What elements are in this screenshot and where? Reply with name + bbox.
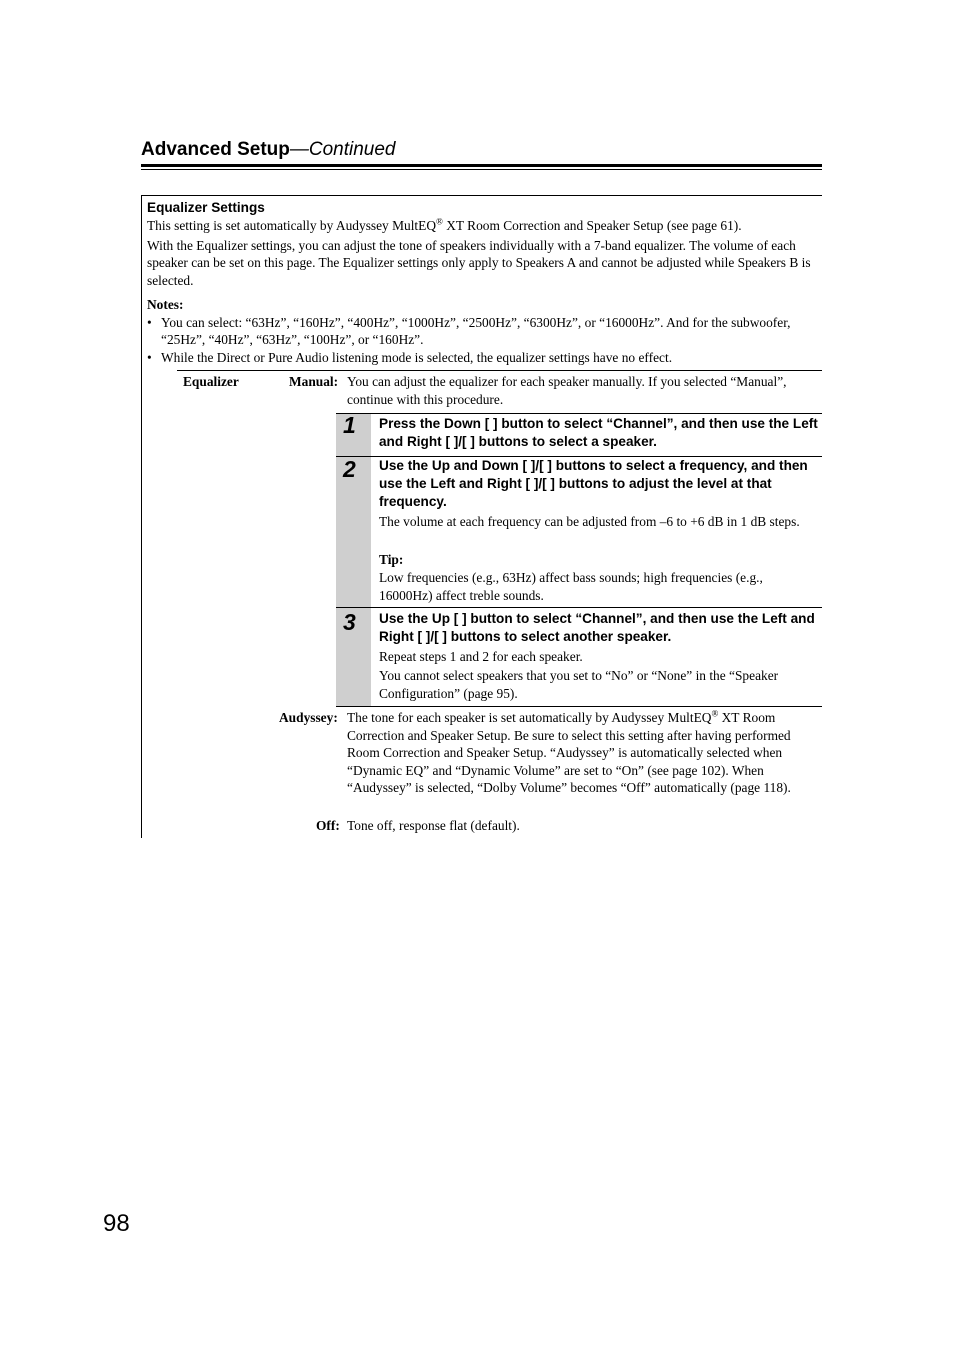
step-2-tip-title: Tip:: [379, 552, 404, 567]
page-header-title: [141, 139, 396, 161]
audyssey-text: [347, 709, 817, 797]
bullet-icon: •: [147, 314, 152, 330]
header-rule-thin: [141, 169, 822, 170]
off-text: Tone off, response flat (default).: [347, 818, 520, 833]
step-3-heading: Use the Up [ ] button to select “Channel”, and then use the Left and Right [ ]/[ ] buttons to select another speaker.: [379, 611, 815, 644]
header-rule-thick: [141, 164, 822, 167]
step-1-heading: Press the Down [ ] button to select “Channel”, and then use the Left and Right [ ]/[ ] buttons to select a speaker.: [379, 416, 818, 449]
step-3-body-2: You cannot select speakers that you set to “No” or “None” in the “Speaker Configuration” (page 95).: [379, 668, 779, 701]
step-1-rule: [336, 413, 822, 414]
intro-paragraph-2: With the Equalizer settings, you can adjust the tone of speakers individually with a 7-band equalizer. The volume of each speaker can be set on this page. The Equalizer settings only apply to Speakers A and cannot be adjusted while Speakers B is selected.: [147, 237, 811, 288]
step-2-tip-text: Low frequencies (e.g., 63Hz) affect bass sounds; high frequencies (e.g., 16000Hz) affect treble sounds.: [379, 570, 763, 603]
audyssey-text-pre: The tone for each speaker is set automatically by Audyssey MultEQ: [347, 710, 712, 725]
setting-name: Equalizer: [183, 374, 239, 389]
header-title-text: Advanced Setup: [141, 139, 290, 160]
section-box-top: [141, 195, 822, 196]
step-3-body-1: Repeat steps 1 and 2 for each speaker.: [379, 649, 583, 664]
section-title: Equalizer Settings: [147, 200, 265, 215]
audyssey-label: Audyssey:: [279, 710, 338, 725]
setting-top-rule: [177, 370, 822, 371]
note-item: [147, 349, 817, 367]
intro-text-post: XT Room Correction and Speaker Setup (see page 61).: [442, 218, 742, 233]
header-continued: —Continued: [289, 139, 396, 160]
intro-text-pre: This setting is set automatically by Audyssey MultEQ: [147, 218, 436, 233]
manual-text: You can adjust the equalizer for each speaker manually. If you selected “Manual”, continue with this procedure.: [347, 374, 787, 407]
step-2-body: The volume at each frequency can be adjusted from –6 to +6 dB in 1 dB steps.: [379, 514, 800, 529]
registered-mark: ®: [711, 708, 719, 719]
step-1-number: 1: [343, 412, 356, 438]
step-2-heading: Use the Up and Down [ ]/[ ] buttons to select a frequency, and then use the Left and Right [ ]/[ ] buttons to adjust the level at that frequency.: [379, 458, 808, 509]
note-text: You can select: “63Hz”, “160Hz”, “400Hz”, “1000Hz”, “2500Hz”, “6300Hz”, or “16000Hz”. And for the subwoofer, “25Hz”, “40Hz”, “63Hz”, “100Hz”, or “160Hz”.: [161, 314, 791, 347]
page-number: 98: [103, 1210, 130, 1237]
step-3-number: 3: [343, 609, 356, 635]
step-2-number: 2: [343, 456, 356, 482]
off-label: Off:: [316, 818, 340, 833]
audyssey-text-post: XT Room Correction and Speaker Setup. Be sure to select this setting after having performed Room Correction and Speaker Setup. “Audyssey” is automatically selected when “Dynamic EQ” and “Dynamic Volume” are set to “On” (see page 102). When “Audyssey” is selected, “Dolby Volume” becomes “Off” automatically (page 118).: [347, 710, 791, 795]
note-item: [147, 314, 817, 349]
section-box-left: [141, 195, 142, 838]
notes-title: Notes:: [147, 297, 184, 312]
note-text: While the Direct or Pure Audio listening mode is selected, the equalizer settings have no effect.: [161, 349, 673, 365]
step-3-rule: [336, 607, 822, 608]
intro-paragraph: [147, 217, 817, 235]
step-end-rule: [336, 706, 822, 707]
manual-label: Manual:: [289, 374, 339, 389]
bullet-icon: •: [147, 349, 152, 365]
section-content: [147, 199, 817, 366]
registered-mark: ®: [436, 216, 443, 227]
